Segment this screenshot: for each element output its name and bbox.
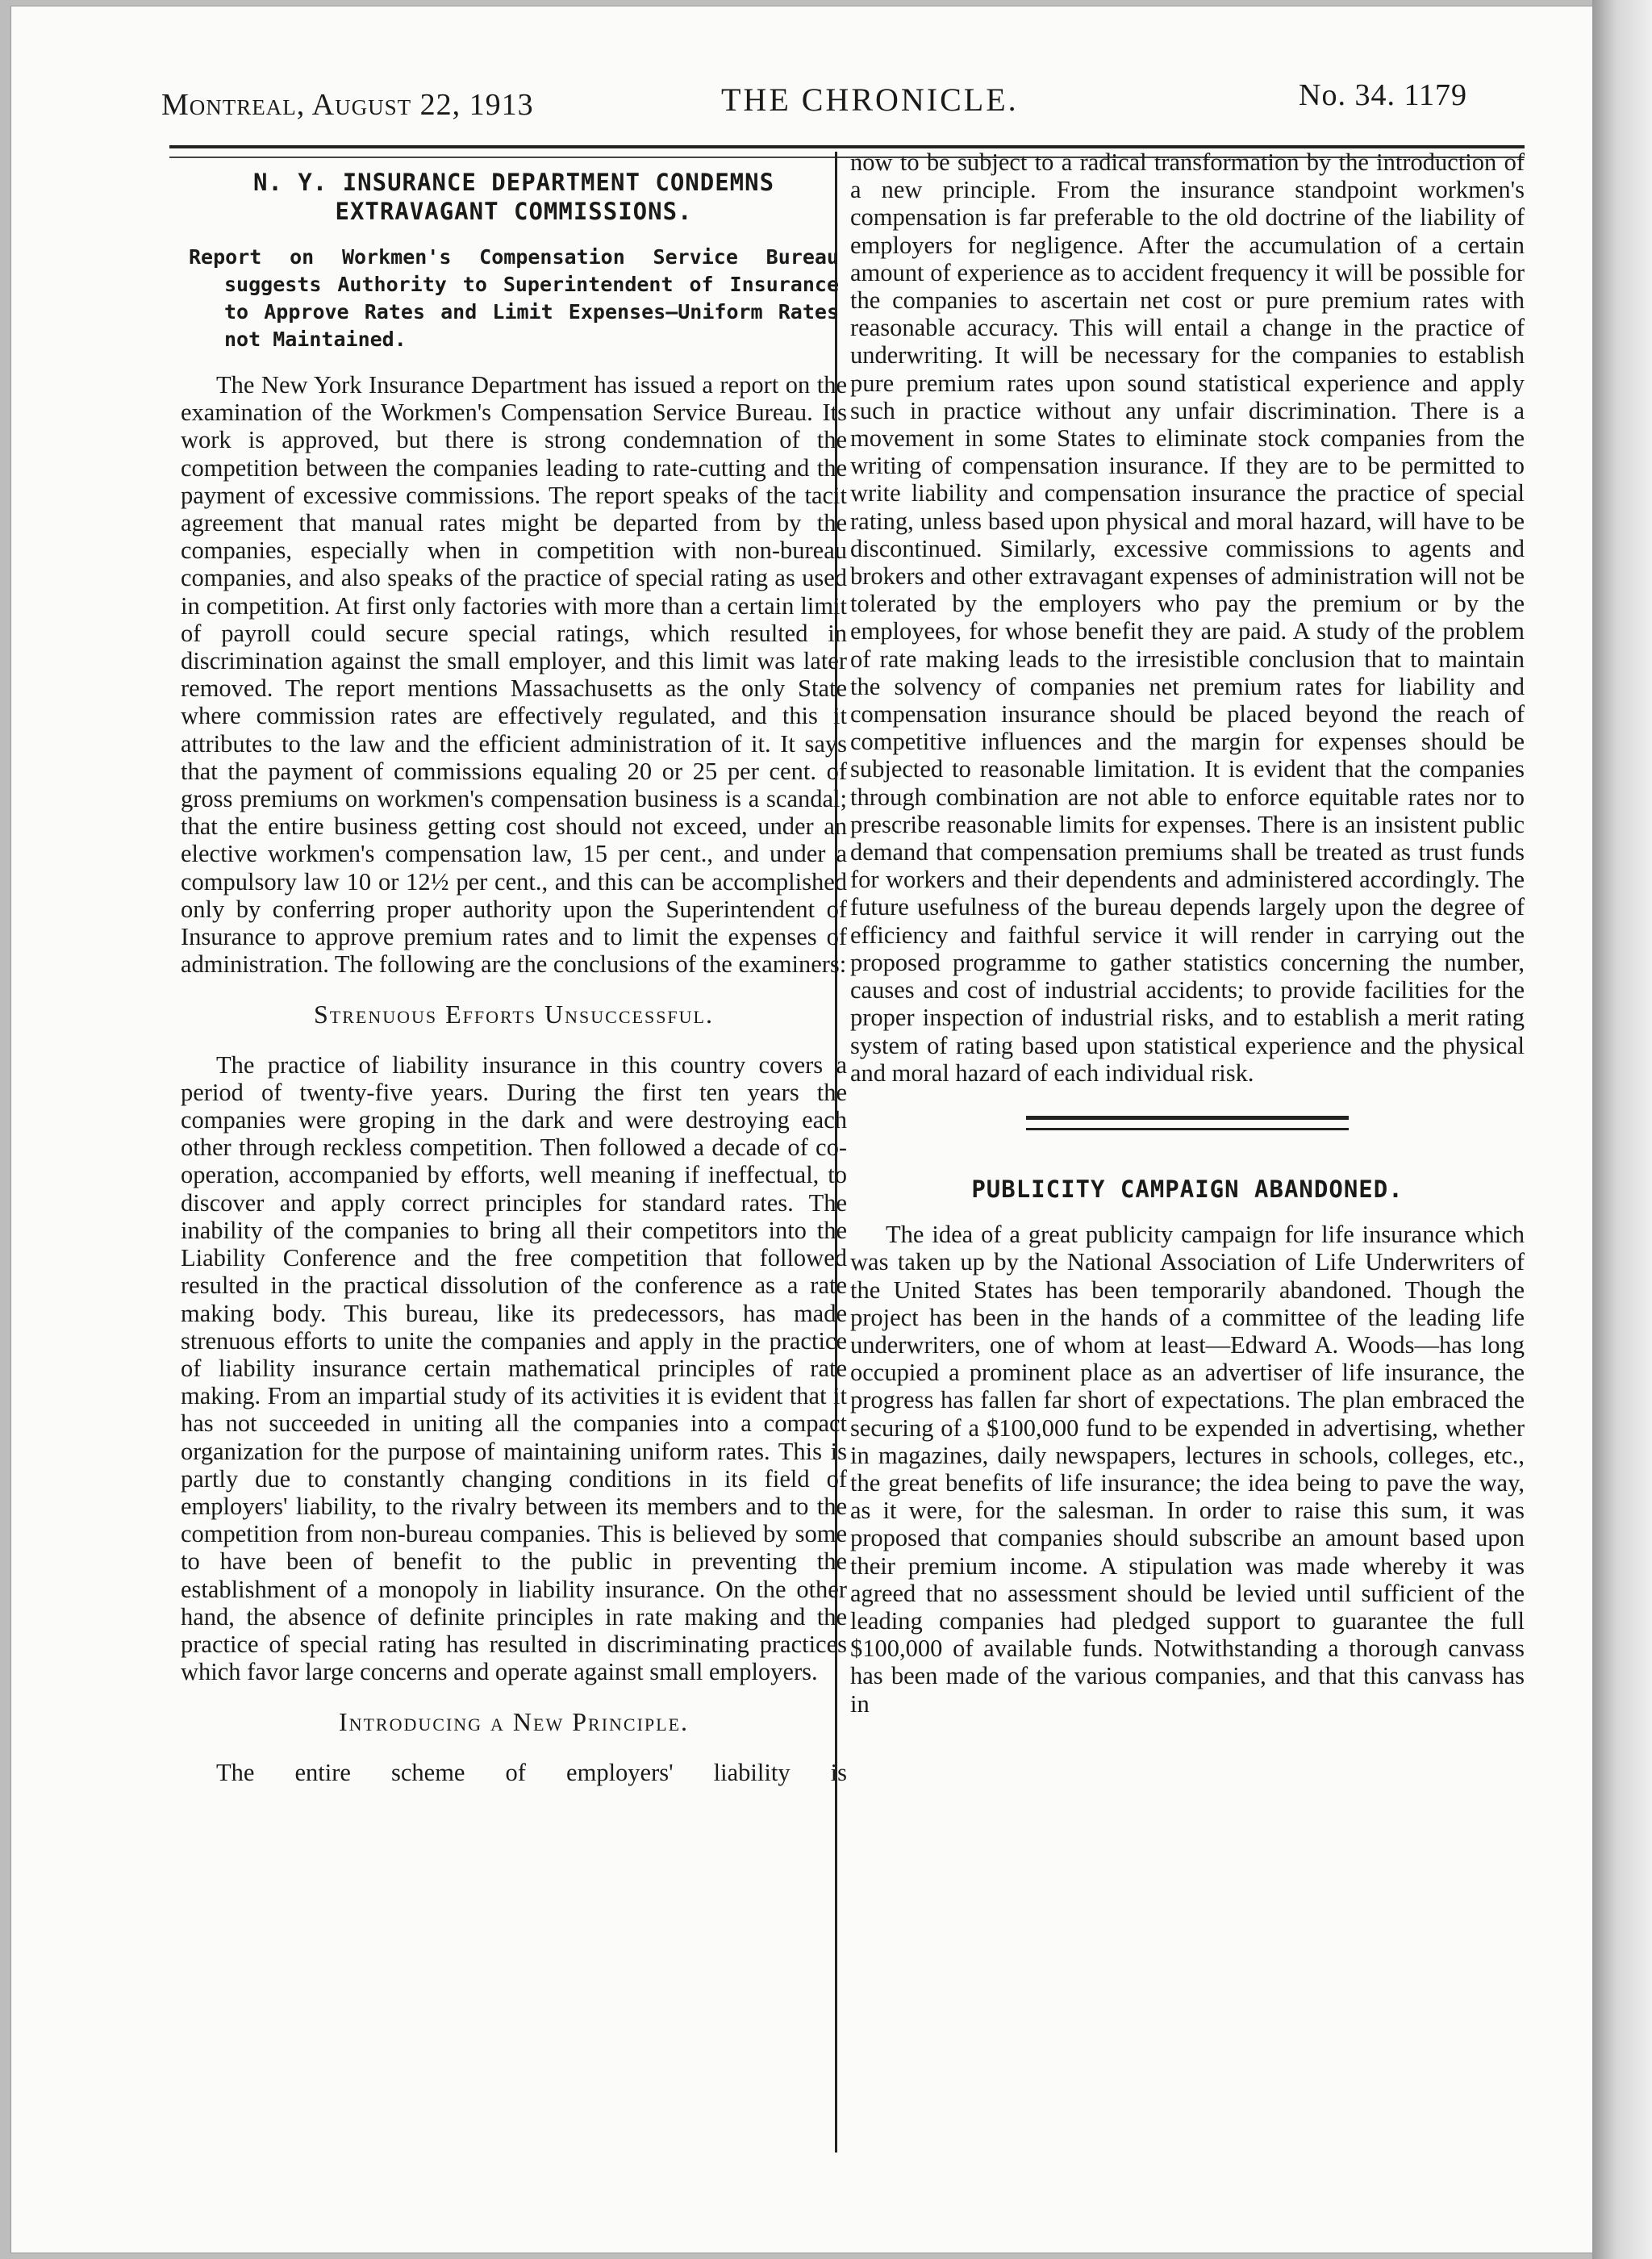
article-separator-rule: [1026, 1116, 1349, 1130]
article1-paragraph-2: The practice of liability insurance in this country covers a period of twenty-five years. During the first ten years the companies were groping in the dark and were destroying each other through reckless competition. Then followed a decade of co-operation, accompanied by efforts, well meaning if ineffectual, to discover and apply correct principles for standard rates. The inability of the companies to bring all their competitors into the Liability Conference and the free competition that followed resulted in the practical dissolution of the conference as a rate making body. This bureau, like its predecessors, has made strenuous efforts to unite the companies and apply in the practice of liability insurance certain mathematical principles of rate making. From an impartial study of its activities it is evident that it has not succeeded in uniting all the companies into a compact organization for the purpose of maintaining uniform rates. This is partly due to constantly changing conditions in its field of employers' liability, to the rivalry between its members and to the competition from non-bureau companies. This is believed by some to have been of benefit to the public in preventing the establishment of a monopoly in liability insurance. On the other hand, the absence of definite principles in rate making and the practice of special rating has resulted in discriminating practices which favor large concerns and operate against small employers.: [181, 1050, 847, 1686]
page-edge-shadow: [1592, 0, 1652, 2259]
header-dateline: Montreal, August 22, 1913: [161, 88, 534, 122]
article2-headline: PUBLICITY CAMPAIGN ABANDONED.: [971, 1175, 1404, 1203]
article2-paragraph-1: The idea of a great publicity campaign for life insurance which was taken up by the National Association of Life Underwriters of the United States has been temporarily abandoned. Though the project has been in the hands of a committee of the leading life underwriters, one of whom at least—Edward A. Woods—has long occupied a prominent place as an advertiser of life insurance, the progress has fallen far short of expectations. The plan embraced the securing of a $100,000 fund to be expended in advertising, whether in magazines, daily newspapers, lectures in schools, colleges, etc., the great benefits of life insurance; the idea being to pave the way, as it were, for the salesman. In order to raise this sum, it was proposed that companies should subscribe an amount based upon their premium income. A stipulation was made whereby it was agreed that no assessment should be levied until sufficient of the leading companies had pledged support to guarantee the full $100,000 of available funds. Notwithstanding a thorough canvass has been made of the various companies, and that this canvass has in: [850, 1221, 1525, 1718]
newspaper-page: [11, 6, 1592, 2253]
article1-subhead: Report on Workmen's Compensation Service Bureau suggests Authority to Superintendent of Insurance to Approve Rates and Limit Expenses—Uniform Rates not Maintained.: [189, 245, 839, 351]
header-issue-page: No. 34. 1179: [1299, 78, 1468, 112]
section-heading-strenuous-efforts: Strenuous Efforts Unsuccessful.: [313, 1000, 714, 1029]
article1-headline: N. Y. INSURANCE DEPARTMENT CONDEMNS EXTRAVAGANT COMMISSIONS.: [252, 169, 775, 225]
page-header: [11, 74, 1592, 131]
right-column: [850, 148, 1525, 1718]
article1-paragraph-1: The New York Insurance Department has issued a report on the examination of the Workmen's Compensation Service Bureau. Its work is approved, but there is strong condemnation of the competition between the companies leading to rate-cutting and the payment of excessive commissions. The report speaks of the tacit agreement that manual rates might be departed from by the companies, especially when in competition with non-bureau companies, and also speaks of the practice of special rating as used in competition. At first only factories with more than a certain limit of payroll could secure special ratings, which resulted in discrimination against the small employer, and this limit was later removed. The report mentions Massachusetts as the only State where commission rates are effectively regulated, and this it attributes to the law and the efficient administration of it. It says that the payment of commissions equaling 20 or 25 per cent. of gross premiums on workmen's compensation business is a scandal; that the entire business getting cost should not exceed, under an elective workmen's compensation law, 15 per cent., and under a compulsory law 10 or 12½ per cent., and this can be accomplished only by conferring proper authority upon the Superintendent of Insurance to approve premium rates and to limit the expenses of administration. The following are the conclusions of the examiners:: [181, 371, 847, 979]
article1-paragraph-3-continued: now to be subject to a radical transformation by the introduction of a new principle. From the insurance standpoint workmen's compensation is far preferable to the old doctrine of the liability of employers for negligence. After the accumulation of a certain amount of experience as to accident frequency it will be possible for the companies to ascertain net cost or pure premium rates with reasonable accuracy. This will entail a change in the practice of underwriting. It will be necessary for the companies to establish pure premium rates upon sound statistical experience and apply such in practice without any unfair discrimination. There is a movement in some States to eliminate stock companies from the writing of compensation insurance. If they are to be permitted to write liability and compensation insurance the practice of special rating, unless based upon physical and moral hazard, will have to be discontinued. Similarly, excessive commissions to agents and brokers and other extravagant expenses of administration will not be tolerated by the employers who pay the premium or by the employees, for whose benefit they are paid. A study of the problem of rate making leads to the irresistible conclusion that to maintain the solvency of companies net premium rates for liability and compensation insurance should be placed beyond the reach of competitive influences and the margin for expenses should be subjected to reasonable limitation. It is evident that the companies through combination are not able to enforce equitable rates nor to prescribe reasonable limits for expenses. There is an insistent public demand that compensation premiums shall be treated as trust funds for workers and their dependents and administered accordingly. The future usefulness of the bureau depends largely upon the degree of efficiency and faithful service it will render in carrying out the proposed programme to gather statistics concerning the number, causes and cost of industrial accidents; to provide facilities for the proper inspection of industrial risks, and to establish a merit rating system of rating based upon statistical experience and the physical and moral hazard of each individual risk.: [850, 148, 1525, 1087]
header-masthead: THE CHRONICLE.: [721, 81, 1019, 118]
left-column: [181, 168, 847, 1786]
section-heading-new-principle: Introducing a New Principle.: [338, 1707, 690, 1737]
article1-paragraph-3-start: The entire scheme of employers' liability is: [216, 1758, 847, 1786]
